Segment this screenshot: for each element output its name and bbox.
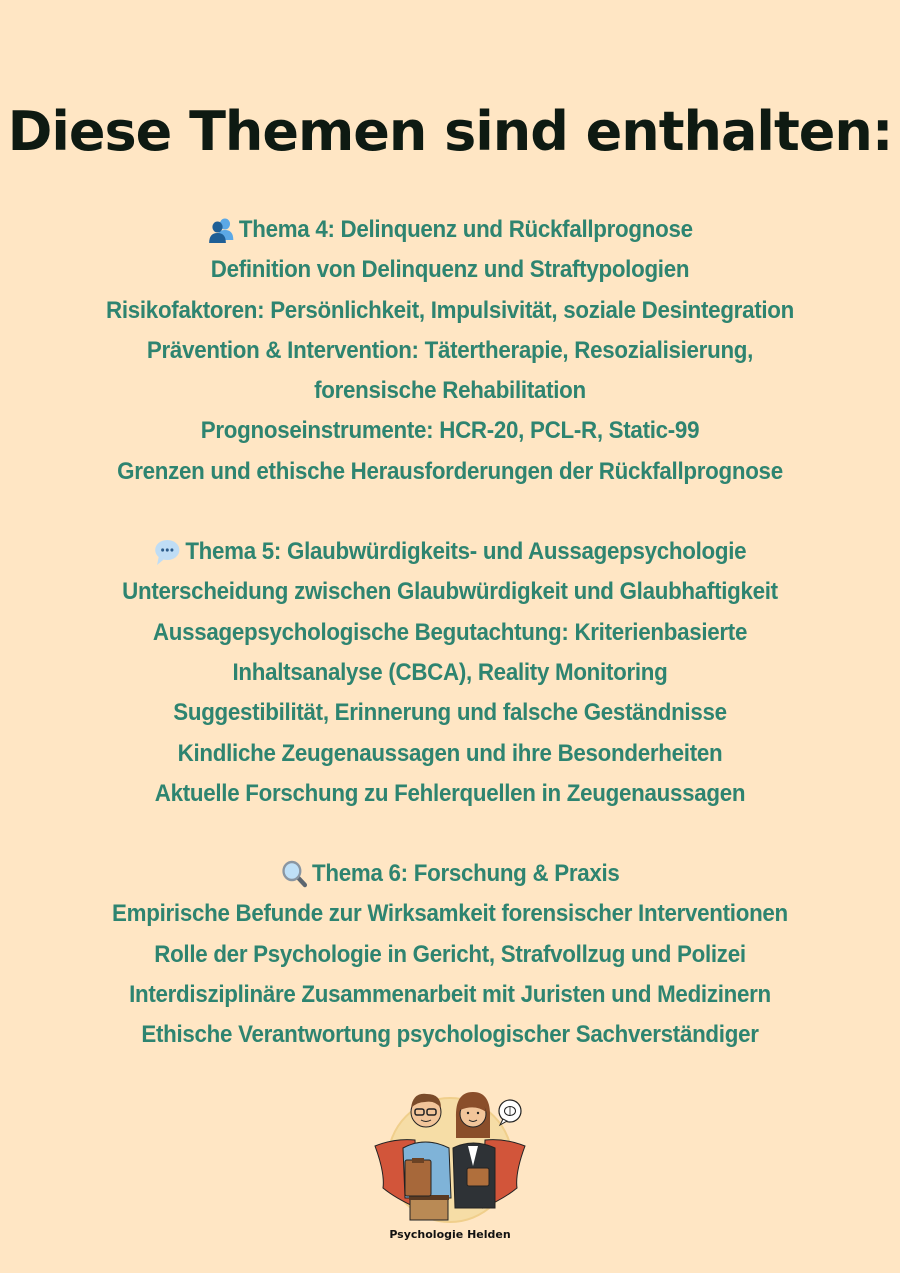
topic-section-6 [0,854,900,1055]
topic-item: Aktuelle Forschung zu Fehlerquellen in Zeugenaussagen [154,779,746,807]
topic-item: Rolle der Psychologie in Gericht, Strafvollzug und Polizei [154,940,746,968]
topic-item: Inhaltsanalyse (CBCA), Reality Monitoring [232,658,668,686]
topic-heading-5 [154,532,747,572]
page-title: Diese Themen sind enthalten: [7,100,893,163]
topic-item: Definition von Delinquenz und Straftypologien [210,256,690,284]
topic-section-5 [0,532,900,814]
topic-item: Unterscheidung zwischen Glaubwürdigkeit und Glaubhaftigkeit [122,578,778,606]
topic-heading-text: Thema 6: Forschung & Praxis [312,860,620,888]
people-icon [207,216,235,244]
topic-item: Grenzen und ethische Herausforderungen der Rückfallprognose [117,457,783,485]
topic-item: Interdisziplinäre Zusammenarbeit mit Juristen und Medizinern [129,981,771,1009]
topic-item: Suggestibilität, Erinnerung und falsche Geständnisse [173,699,727,727]
topic-section-4 [0,210,900,492]
topic-item: Risikofaktoren: Persönlichkeit, Impulsivität, soziale Desintegration [105,296,794,324]
topic-item: Aussagepsychologische Begutachtung: Kriterienbasierte [152,618,748,646]
magnifier-icon [280,860,308,888]
topic-heading-4 [207,210,693,250]
topic-item: Prävention & Intervention: Tätertherapie, Resozialisierung, [146,336,754,364]
topic-heading-text: Thema 4: Delinquenz und Rückfallprognose [238,216,693,243]
topics-list [0,210,900,1056]
topic-heading-6 [280,854,619,894]
topic-item: Empirische Befunde zur Wirksamkeit forensischer Interventionen [112,900,788,928]
topic-item: Ethische Verantwortung psychologischer Sachverständiger [141,1021,759,1049]
speech-bubble-icon [154,538,182,566]
logo-caption: Psychologie Helden [389,1228,511,1241]
topic-item: forensische Rehabilitation [314,377,586,405]
topic-heading-text: Thema 5: Glaubwürdigkeits- und Aussagepsychologie [185,538,747,566]
psychologie-helden-logo [355,1078,545,1223]
topic-item: Prognoseinstrumente: HCR-20, PCL-R, Static-99 [200,417,700,445]
topic-item: Kindliche Zeugenaussagen und ihre Besonderheiten [177,739,723,767]
